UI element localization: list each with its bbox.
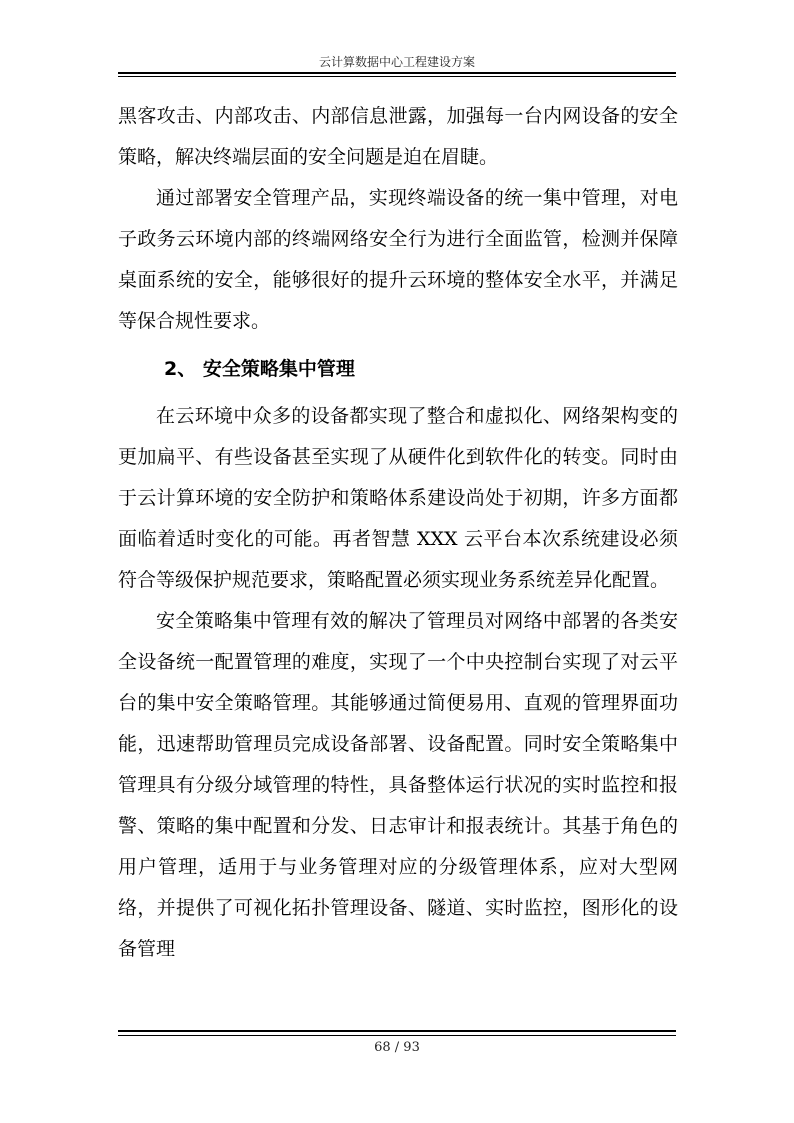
- header-rule-thin: [118, 76, 676, 77]
- paragraph-1: 黑客攻击、内部攻击、内部信息泄露，加强每一台内网设备的安全策略，解决终端层面的安全问题是迫在眉睫。: [118, 105, 678, 168]
- footer-rule-thin: [118, 1035, 676, 1036]
- footer-rule-thick: [118, 1030, 676, 1032]
- paragraph-2: 通过部署安全管理产品，实现终端设备的统一集中管理，对电子政务云环境内部的终端网络安全行为进行全面监管，检测并保障桌面系统的安全，能够很好的提升云环境的整体安全水平，并满足等保合规性要求。: [118, 187, 678, 332]
- header-rule-thick: [118, 72, 676, 74]
- header-title: 云计算数据中心工程建设方案: [318, 55, 475, 69]
- paragraph-3: 在云环境中众多的设备都实现了整合和虚拟化、网络架构变的更加扁平、有些设备甚至实现了从硬件化到软件化的转变。同时由于云计算环境的安全防护和策略体系建设尚处于初期，许多方面都面临着适时变化的可能。再者智慧 XXX 云平台本次系统建设必须符合等级保护规范要求，策略配置必须实现业务系统差异化配置。: [118, 405, 678, 591]
- section-heading: 2、 安全策略集中管理: [164, 358, 355, 380]
- page-number: 68 / 93: [374, 1040, 420, 1055]
- document-body: [118, 96, 678, 970]
- paragraph-4: 安全策略集中管理有效的解决了管理员对网络中部署的各类安全设备统一配置管理的难度，实现了一个中央控制台实现了对云平台的集中安全策略管理。其能够通过简便易用、直观的管理界面功能，迅速帮助管理员完成设备部署、设备配置。同时安全策略集中管理具有分级分域管理的特性，具备整体运行状况的实时监控和报警、策略的集中配置和分发、日志审计和报表统计。其基于角色的用户管理，适用于与业务管理对应的分级管理体系，应对大型网络，并提供了可视化拓扑管理设备、隧道、实时监控，图形化的设备管理: [118, 610, 678, 960]
